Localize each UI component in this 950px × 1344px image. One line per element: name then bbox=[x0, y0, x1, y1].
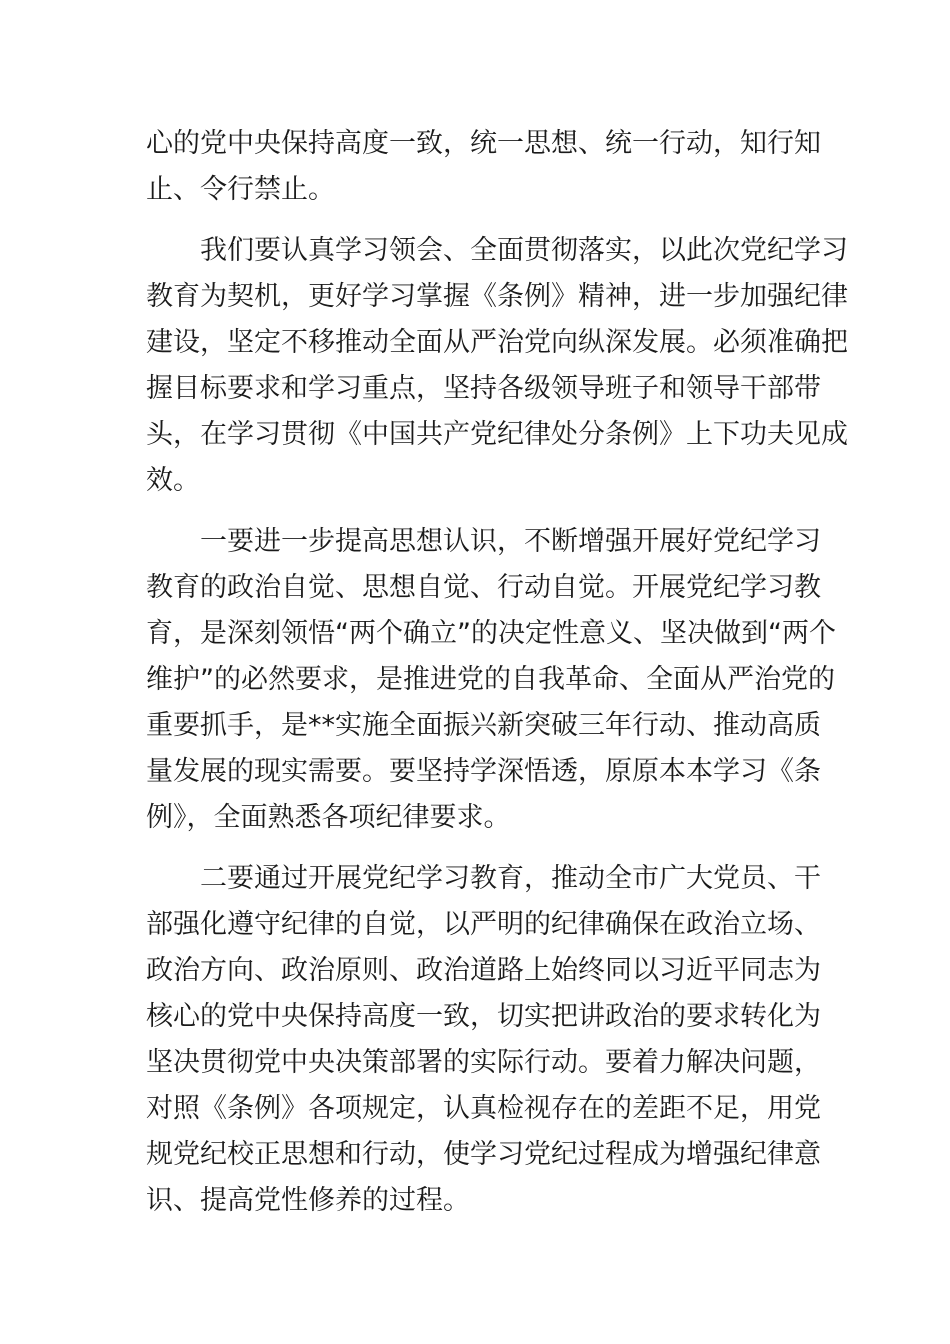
text-line: 一要进一步提高思想认识，不断增强开展好党纪学习 bbox=[200, 526, 821, 557]
text-line: 部强化遵守纪律的自觉，以严明的纪律确保在政治立场、 bbox=[146, 909, 821, 940]
text-line: 握目标要求和学习重点，坚持各级领导班子和领导干部带 bbox=[146, 373, 821, 404]
paragraph-1 bbox=[146, 121, 821, 213]
text-line: 二要通过开展党纪学习教育，推动全市广大党员、干 bbox=[200, 863, 821, 894]
text-line: 政治方向、政治原则、政治道路上始终同以习近平同志为 bbox=[146, 955, 821, 986]
text-line: 规党纪校正思想和行动，使学习党纪过程成为增强纪律意 bbox=[146, 1139, 821, 1170]
text-line: 教育的政治自觉、思想自觉、行动自觉。开展党纪学习教 bbox=[146, 572, 821, 603]
text-line: 头，在学习贯彻《中国共产党纪律处分条例》上下功夫见成 bbox=[146, 419, 848, 450]
text-line: 效。 bbox=[146, 465, 200, 496]
text-line: 育，是深刻领悟“两个确立”的决定性意义、坚决做到“两个 bbox=[146, 618, 836, 649]
text-line: 建设，坚定不移推动全面从严治党向纵深发展。必须准确把 bbox=[146, 327, 848, 358]
text-line: 教育为契机，更好学习掌握《条例》精神，进一步加强纪律 bbox=[146, 281, 848, 312]
paragraph-2 bbox=[146, 228, 848, 504]
text-line: 量发展的现实需要。要坚持学深悟透，原原本本学习《条 bbox=[146, 756, 821, 787]
document-body bbox=[146, 121, 848, 1239]
text-line: 坚决贯彻党中央决策部署的实际行动。要着力解决问题， bbox=[146, 1047, 821, 1078]
text-line: 我们要认真学习领会、全面贯彻落实，以此次党纪学习 bbox=[200, 235, 848, 266]
paragraph-4 bbox=[146, 856, 821, 1224]
text-line: 心的党中央保持高度一致，统一思想、统一行动，知行知 bbox=[146, 128, 821, 159]
paragraph-3 bbox=[146, 519, 836, 841]
text-line: 对照《条例》各项规定，认真检视存在的差距不足，用党 bbox=[146, 1093, 821, 1124]
text-line: 维护”的必然要求，是推进党的自我革命、全面从严治党的 bbox=[146, 664, 835, 695]
text-line: 重要抓手，是**实施全面振兴新突破三年行动、推动高质 bbox=[146, 710, 821, 741]
text-line: 识、提高党性修养的过程。 bbox=[146, 1185, 470, 1216]
text-line: 止、令行禁止。 bbox=[146, 174, 335, 205]
text-line: 例》，全面熟悉各项纪律要求。 bbox=[146, 802, 511, 833]
text-line: 核心的党中央保持高度一致，切实把讲政治的要求转化为 bbox=[146, 1001, 821, 1032]
